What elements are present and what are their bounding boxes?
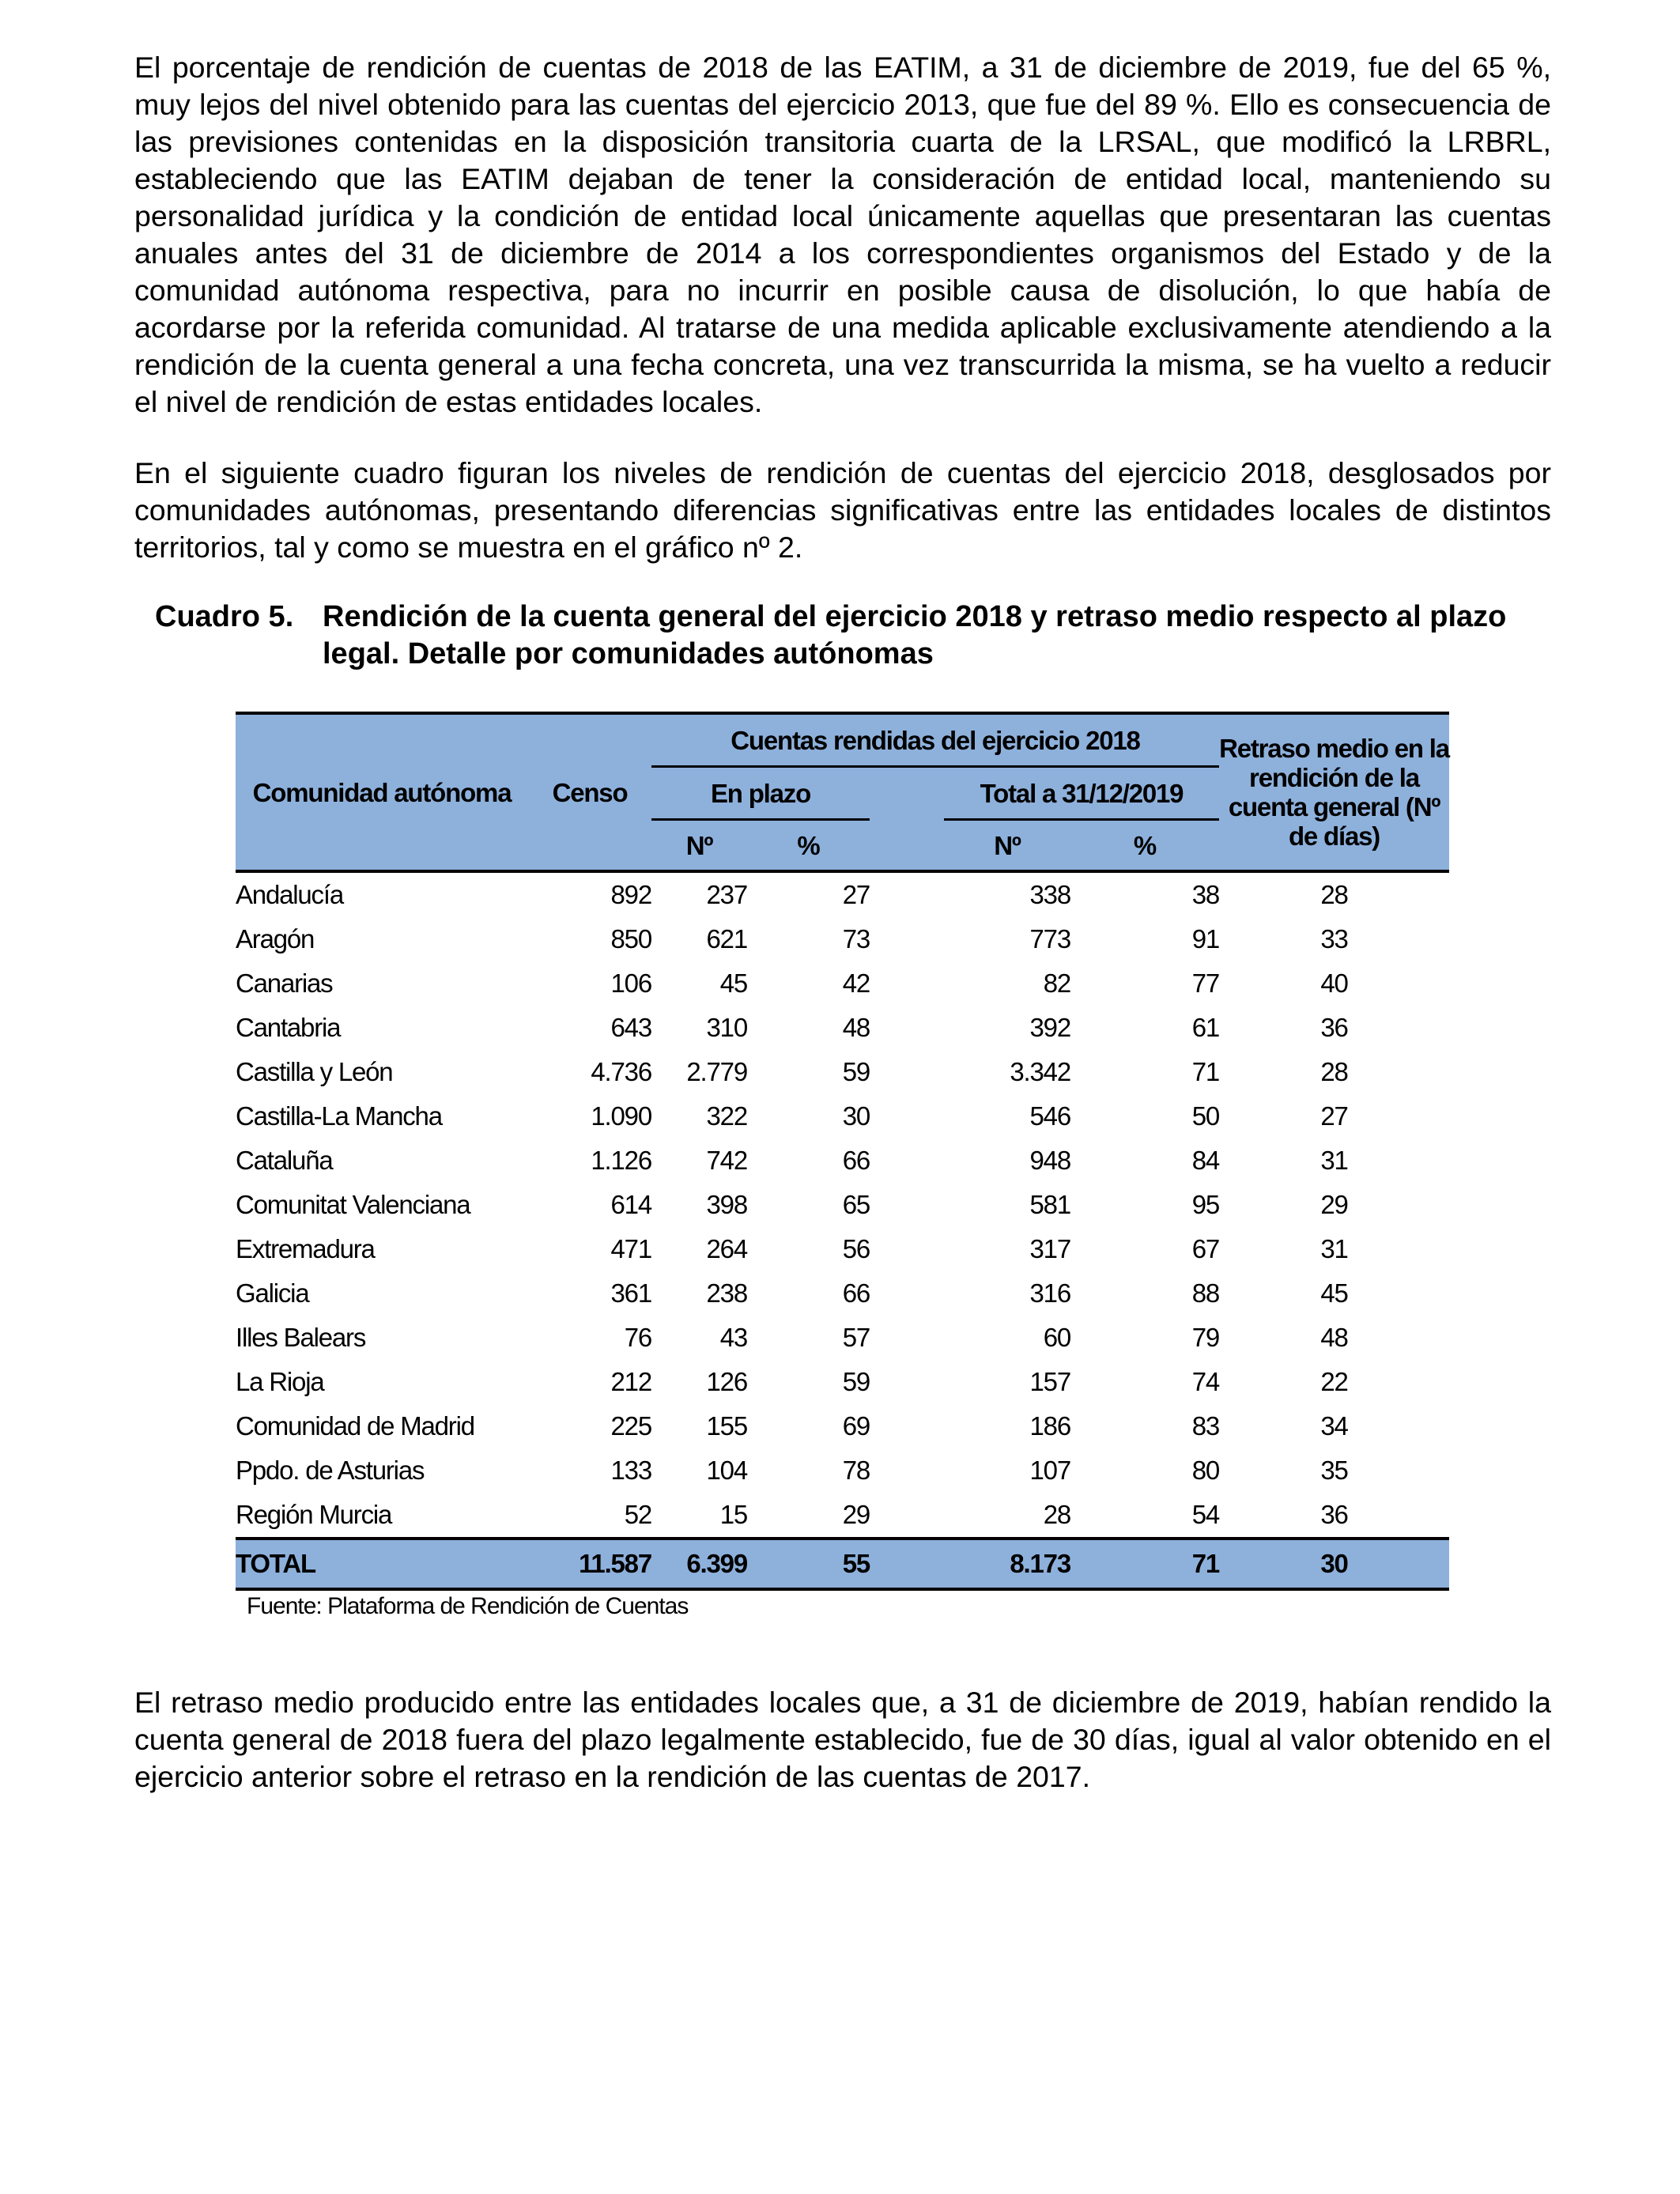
header-retraso: Retraso medio en la rendición de la cuenta general (Nº de días) — [1219, 713, 1449, 871]
cell-ca: Illes Balears — [236, 1323, 366, 1352]
cell-retraso: 45 — [1320, 1278, 1348, 1308]
cell-ca: Cantabria — [236, 1013, 341, 1042]
cell-total-pct: 80 — [1191, 1456, 1219, 1485]
cell-censo: 225 — [610, 1411, 651, 1441]
cell-total-pct: 79 — [1191, 1323, 1219, 1352]
cell-total-pct: 38 — [1191, 880, 1219, 909]
cell-censo: 892 — [610, 880, 651, 909]
cell-plazo-n: 742 — [706, 1146, 747, 1175]
cell-total-pct: 71 — [1191, 1057, 1219, 1086]
cell-retraso: 48 — [1320, 1323, 1348, 1352]
cell-plazo-n: 15 — [719, 1500, 747, 1529]
table-row — [236, 1050, 1449, 1094]
cell-plazo-n: 398 — [706, 1190, 747, 1219]
table-row — [236, 961, 1449, 1006]
cell-censo: 1.090 — [591, 1101, 651, 1131]
table-row — [236, 1183, 1449, 1227]
header-censo: Censo — [528, 713, 651, 871]
cell-ca: Comunidad de Madrid — [236, 1411, 474, 1441]
rendicion-table — [236, 712, 1449, 1591]
cell-total-n: 581 — [1029, 1190, 1070, 1219]
cell-plazo-pct: 59 — [842, 1057, 870, 1086]
header-total-n: Nº — [944, 820, 1070, 872]
cell-censo: 850 — [610, 924, 651, 954]
table-row — [236, 1360, 1449, 1404]
header-total-fecha: Total a 31/12/2019 — [944, 767, 1219, 820]
cell-plazo-n: 45 — [719, 969, 747, 998]
cell-total-n: 773 — [1029, 924, 1070, 954]
header-plazo-pct: % — [747, 820, 870, 872]
table-row — [236, 1271, 1449, 1316]
table-intro-paragraph: En el siguiente cuadro figuran los niveles de rendición de cuentas del ejercicio 2018, desglosados por comunidades autónomas, presentando diferencias significativas entre las entidades locales de distintos territorios, tal y como se muestra en el gráfico nº 2. — [134, 456, 1551, 564]
cell-ca: Comunitat Valenciana — [236, 1190, 470, 1219]
cell-censo: 643 — [610, 1013, 651, 1042]
table-row — [236, 871, 1449, 917]
cell-ca: Región Murcia — [236, 1500, 392, 1529]
cell-censo: 471 — [610, 1234, 651, 1263]
cell-retraso: 28 — [1320, 1057, 1348, 1086]
table-row — [236, 917, 1449, 961]
cell-ca: La Rioja — [236, 1367, 324, 1396]
cell-censo: 11.587 — [528, 1539, 651, 1589]
cell-total-pct: 74 — [1191, 1367, 1219, 1396]
caption-number: Cuadro 5. — [155, 600, 294, 633]
cell-total-n: 60 — [1043, 1323, 1070, 1352]
cell-censo: 52 — [624, 1500, 651, 1529]
cell-total-n: 107 — [1029, 1456, 1070, 1485]
cell-total-pct: 91 — [1191, 924, 1219, 954]
cell-total-n: 317 — [1029, 1234, 1070, 1263]
cell-plazo-pct: 27 — [842, 880, 870, 909]
cell-censo: 4.736 — [591, 1057, 651, 1086]
table-row — [236, 1227, 1449, 1271]
cell-total-n: 948 — [1029, 1146, 1070, 1175]
cell-plazo-pct: 55 — [747, 1539, 870, 1589]
cell-censo: 212 — [610, 1367, 651, 1396]
cell-retraso: 28 — [1320, 880, 1348, 909]
table-source: Fuente: Plataforma de Rendición de Cuentas — [247, 1593, 689, 1619]
table-row — [236, 1006, 1449, 1050]
cell-plazo-pct: 65 — [842, 1190, 870, 1219]
cell-ca: Galicia — [236, 1278, 309, 1308]
cell-retraso: 40 — [1320, 969, 1348, 998]
header-comunidad: Comunidad autónoma — [236, 713, 528, 871]
cell-retraso: 31 — [1320, 1234, 1348, 1263]
cell-retraso: 35 — [1320, 1456, 1348, 1485]
closing-paragraph: El retraso medio producido entre las entidades locales que, a 31 de diciembre de 2019, habían rendido la cuenta general de 2018 fuera del plazo legalmente establecido, fue de 30 días, igual al valor obtenido en el ejercicio anterior sobre el retraso en la rendición de las cuentas de 2017. — [134, 1686, 1551, 1793]
cell-plazo-pct: 29 — [842, 1500, 870, 1529]
cell-total-pct: 67 — [1191, 1234, 1219, 1263]
cell-ca: Cataluña — [236, 1146, 333, 1175]
intro-paragraph: El porcentaje de rendición de cuentas de 2018 de las EATIM, a 31 de diciembre de 2019, fue del 65 %, muy lejos del nivel obtenido para las cuentas del ejercicio 2013, que fue del 89 %. Ello es consecuencia de las previsiones contenidas en la disposición transitoria cuarta de la LRSAL, que modificó la LRBRL, estableciendo que las EATIM dejaban de tener la consideración de entidad local, manteniendo su personalidad jurídica y la condición de entidad local únicamente aquellas que presentaran las cuentas anuales antes del 31 de diciembre de 2014 a los correspondientes organismos del Estado y de la comunidad autónoma respectiva, para no incurrir en posible causa de disolución, lo que había de acordarse por la referida comunidad. Al tratarse de una medida aplicable exclusivamente atendiendo a la rendición de la cuenta general a una fecha concreta, una vez transcurrida la misma, se ha vuelto a reducir el nivel de rendición de estas entidades locales. — [134, 51, 1551, 418]
cell-plazo-pct: 66 — [842, 1146, 870, 1175]
cell-total-n: 82 — [1043, 969, 1070, 998]
cell-plazo-pct: 30 — [842, 1101, 870, 1131]
cell-total-pct: 54 — [1191, 1500, 1219, 1529]
cell-plazo-n: 6.399 — [651, 1539, 747, 1589]
cell-censo: 361 — [610, 1278, 651, 1308]
cell-retraso: 22 — [1320, 1367, 1348, 1396]
cell-total-n: 392 — [1029, 1013, 1070, 1042]
cell-plazo-pct: 42 — [842, 969, 870, 998]
header-cuentas-rendidas: Cuentas rendidas del ejercicio 2018 — [651, 713, 1219, 767]
table-row — [236, 1139, 1449, 1183]
cell-total-pct: 77 — [1191, 969, 1219, 998]
cell-plazo-pct: 56 — [842, 1234, 870, 1263]
cell-retraso: 36 — [1320, 1013, 1348, 1042]
cell-plazo-n: 310 — [706, 1013, 747, 1042]
cell-ca: Andalucía — [236, 880, 343, 909]
cell-total-n: 316 — [1029, 1278, 1070, 1308]
cell-total-n: 338 — [1029, 880, 1070, 909]
cell-plazo-pct: 66 — [842, 1278, 870, 1308]
cell-ca: Ppdo. de Asturias — [236, 1456, 425, 1485]
cell-plazo-n: 155 — [706, 1411, 747, 1441]
cell-plazo-n: 621 — [706, 924, 747, 954]
table-row — [236, 1404, 1449, 1448]
cell-total-pct: 50 — [1191, 1101, 1219, 1131]
cell-total-pct: 83 — [1191, 1411, 1219, 1441]
header-total-pct: % — [1070, 820, 1219, 872]
cell-ca: Extremadura — [236, 1234, 375, 1263]
cell-total-pct: 71 — [1070, 1539, 1219, 1589]
cell-plazo-n: 322 — [706, 1101, 747, 1131]
cell-total-n: 8.173 — [944, 1539, 1070, 1589]
cell-total-pct: 95 — [1191, 1190, 1219, 1219]
table-row — [236, 1316, 1449, 1360]
cell-total-n: 157 — [1029, 1367, 1070, 1396]
cell-retraso: 34 — [1320, 1411, 1348, 1441]
cell-censo: 133 — [610, 1456, 651, 1485]
table-row — [236, 1094, 1449, 1139]
header-plazo-n: Nº — [651, 820, 747, 872]
cell-plazo-n: 104 — [706, 1456, 747, 1485]
cell-plazo-pct: 69 — [842, 1411, 870, 1441]
cell-total-pct: 61 — [1191, 1013, 1219, 1042]
cell-ca: Aragón — [236, 924, 315, 954]
cell-total-n: 28 — [1043, 1500, 1070, 1529]
cell-plazo-n: 126 — [706, 1367, 747, 1396]
table-total-row — [236, 1539, 1449, 1589]
cell-total-pct: 88 — [1191, 1278, 1219, 1308]
cell-censo: 106 — [610, 969, 651, 998]
cell-censo: 76 — [624, 1323, 651, 1352]
cell-plazo-pct: 73 — [842, 924, 870, 954]
cell-retraso: 31 — [1320, 1146, 1348, 1175]
cell-total-n: 3.342 — [1010, 1057, 1070, 1086]
header-en-plazo: En plazo — [651, 767, 870, 820]
cell-ca: Castilla-La Mancha — [236, 1101, 442, 1131]
table-row — [236, 1493, 1449, 1539]
cell-total-n: 186 — [1029, 1411, 1070, 1441]
cell-retraso: 33 — [1320, 924, 1348, 954]
cell-total-n: 546 — [1029, 1101, 1070, 1131]
cell-plazo-n: 43 — [719, 1323, 747, 1352]
cell-retraso: 36 — [1320, 1500, 1348, 1529]
cell-retraso: 30 — [1219, 1539, 1449, 1589]
cell-ca: Canarias — [236, 969, 333, 998]
cell-retraso: 29 — [1320, 1190, 1348, 1219]
cell-total-label: TOTAL — [236, 1539, 528, 1589]
cell-censo: 1.126 — [591, 1146, 651, 1175]
cell-plazo-pct: 78 — [842, 1456, 870, 1485]
cell-retraso: 27 — [1320, 1101, 1348, 1131]
cell-ca: Castilla y León — [236, 1057, 393, 1086]
cell-plazo-n: 2.779 — [686, 1057, 747, 1086]
cell-plazo-n: 264 — [706, 1234, 747, 1263]
cell-plazo-n: 237 — [706, 880, 747, 909]
cell-censo: 614 — [610, 1190, 651, 1219]
cell-plazo-pct: 59 — [842, 1367, 870, 1396]
table-row — [236, 1448, 1449, 1493]
cell-total-pct: 84 — [1191, 1146, 1219, 1175]
caption-text: Rendición de la cuenta general del ejercicio 2018 y retraso medio respecto al plazo legal. Detalle por comunidades autónomas — [323, 600, 1507, 670]
cell-plazo-pct: 57 — [842, 1323, 870, 1352]
cell-plazo-n: 238 — [706, 1278, 747, 1308]
cell-plazo-pct: 48 — [842, 1013, 870, 1042]
